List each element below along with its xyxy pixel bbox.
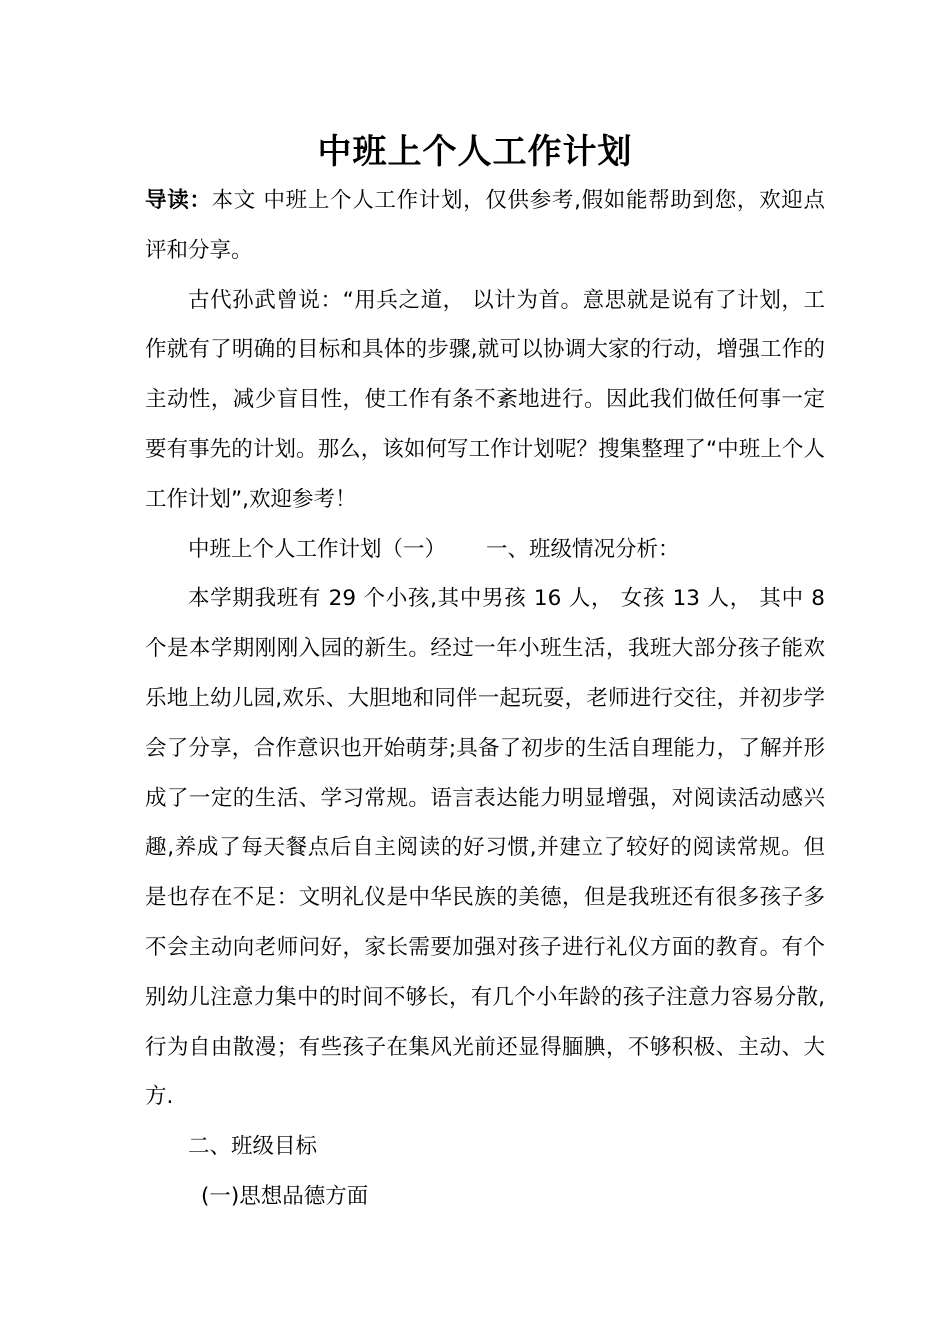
intro-paragraph: 古代孙武曾说：“用兵之道， 以计为首。意思就是说有了计划，工作就有了明确的目标和具体的步骤,就可以协调大家的行动，增强工作的主动性，减少盲目性，使工作有条不紊地进行。因此我们做任何事一定要有事先的计划。那么，该如何写工作计划呢？搜集整理了“中班上个人工作计划”,欢迎参考！ [145, 287, 825, 512]
lead-paragraph [145, 176, 825, 276]
analysis-paragraph: 本学期我班有 29 个小孩,其中男孩 16 人， 女孩 13 人， 其中 8 个是本学期刚刚入园的新生。经过一年小班生活，我班大部分孩子能欢乐地上幼儿园,欢乐、大胆地和同伴一起玩耍，老师进行交往，并初步学会了分享，合作意识也开始萌芽;具备了初步的生活自理能力，了解并形成了一定的生活、学习常规。语言表达能力明显增强，对阅读活动感兴趣,养成了每天餐点后自主阅读的好习惯,并建立了较好的阅读常规。但是也存在不足：文明礼仪是中华民族的美德，但是我班还有很多孩子多不会主动向老师问好，家长需要加强对孩子进行礼仪方面的教育。有个别幼儿注意力集中的时间不够长，有几个小年龄的孩子注意力容易分散,行为自由散漫；有些孩子在集风光前还显得腼腆，不够积极、主动、大方. [145, 586, 825, 1110]
section-line [145, 525, 825, 575]
goals-subheading: (一)思想品德方面 [201, 1183, 369, 1209]
goals-heading: 二、班级目标 [188, 1134, 318, 1160]
lead-text: 本文 中班上个人工作计划，仅供参考,假如能帮助到您，欢迎点评和分享。 [145, 188, 825, 263]
document-body [145, 176, 825, 1222]
document-title: 中班上个人工作计划 [317, 132, 633, 172]
section-title: 中班上个人工作计划（一） [188, 536, 447, 562]
lead-label: 导读： [145, 188, 212, 213]
section-heading: 一、班级情况分析： [486, 536, 680, 562]
